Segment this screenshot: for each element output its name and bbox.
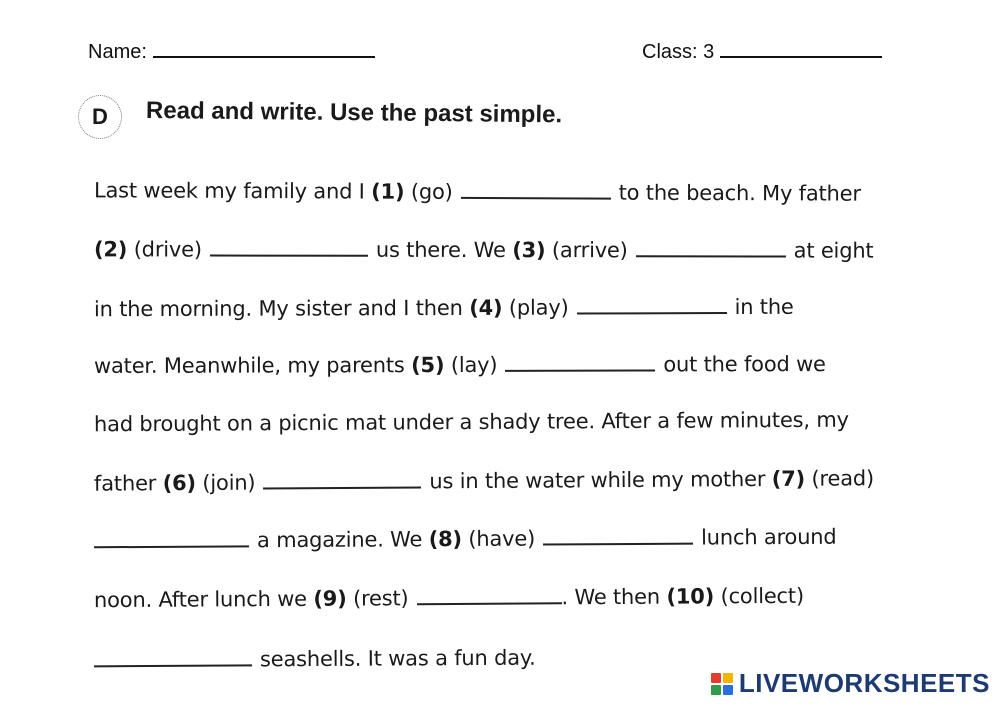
exercise-badge: D <box>78 95 122 139</box>
item-number-8: (8) <box>428 527 462 552</box>
text-segment: water. Meanwhile, my parents <box>93 353 405 378</box>
verb-hint-10: (collect) <box>720 583 804 609</box>
item-number-6: (6) <box>162 471 196 496</box>
class-label: Class: 3 <box>642 41 715 63</box>
brand-square-yellow <box>723 673 733 683</box>
text-segment: in the <box>734 294 794 319</box>
verb-hint-1: (go) <box>410 179 453 204</box>
item-number-3: (3) <box>512 238 546 263</box>
brand-square-blue <box>723 685 733 695</box>
brand-name: LIVEWORKSHEETS <box>738 668 990 698</box>
text-line-8 <box>94 584 804 612</box>
verb-hint-2: (drive) <box>133 237 202 262</box>
verb-hint-9: (rest) <box>352 586 409 611</box>
answer-blank-1[interactable] <box>461 183 611 200</box>
text-segment: in the morning. My sister and I then <box>93 295 463 322</box>
text-line-9 <box>94 646 536 673</box>
text-segment: a magazine. We <box>256 527 423 553</box>
text-segment: had brought on a picnic mat under a shady tree. After a few minutes, my <box>93 407 849 437</box>
verb-hint-3: (arrive) <box>551 238 628 263</box>
verb-hint-4: (play) <box>508 295 569 320</box>
text-segment: us there. We <box>375 237 506 263</box>
text-segment: out the food we <box>663 352 826 377</box>
text-line-4 <box>94 352 826 378</box>
text-segment: at eight <box>793 238 874 263</box>
verb-hint-5: (lay) <box>450 352 498 378</box>
answer-blank-5[interactable] <box>505 355 655 371</box>
item-number-5: (5) <box>411 353 445 378</box>
answer-blank-2[interactable] <box>210 241 368 257</box>
answer-blank-3[interactable] <box>636 241 786 257</box>
text-segment: to the beach. My father <box>618 180 861 206</box>
answer-blank-8[interactable] <box>543 529 693 546</box>
brand-square-red <box>711 673 721 683</box>
text-segment: lunch around <box>701 524 837 550</box>
text-segment: Last week my family and I <box>93 178 365 204</box>
text-segment: seashells. It was a fun day. <box>259 645 536 672</box>
text-segment: . We then <box>561 584 661 610</box>
text-line-3 <box>94 295 794 321</box>
item-number-1: (1) <box>371 179 405 204</box>
name-blank <box>153 40 375 58</box>
answer-blank-6[interactable] <box>263 472 421 489</box>
text-line-5 <box>94 408 849 437</box>
answer-blank-4[interactable] <box>577 298 727 315</box>
text-segment: father <box>93 471 157 496</box>
verb-hint-8: (have) <box>468 526 536 551</box>
text-line-6 <box>94 466 874 495</box>
item-number-7: (7) <box>771 466 806 491</box>
verb-hint-6: (join) <box>202 470 256 495</box>
class-field <box>642 40 882 64</box>
verb-hint-7: (read) <box>811 466 875 491</box>
answer-blank-9[interactable] <box>416 588 561 605</box>
name-field <box>88 40 375 64</box>
text-line-7 <box>94 525 837 554</box>
exercise-title: Read and write. Use the past simple. <box>145 97 563 129</box>
text-segment: noon. After lunch we <box>93 586 307 613</box>
item-number-2: (2) <box>93 237 128 262</box>
item-number-9: (9) <box>313 586 347 611</box>
name-label: Name: <box>88 41 147 63</box>
text-line-2 <box>94 237 874 262</box>
text-segment: us in the water while my mother <box>429 467 766 494</box>
item-number-4: (4) <box>469 295 503 320</box>
answer-blank-7[interactable] <box>94 531 249 548</box>
liveworksheets-logo <box>711 668 990 699</box>
brand-square-green <box>711 685 721 695</box>
answer-blank-10[interactable] <box>94 650 252 667</box>
class-blank <box>720 40 882 58</box>
brand-grid-icon <box>711 673 733 695</box>
text-line-1 <box>94 178 861 205</box>
item-number-10: (10) <box>666 584 715 609</box>
